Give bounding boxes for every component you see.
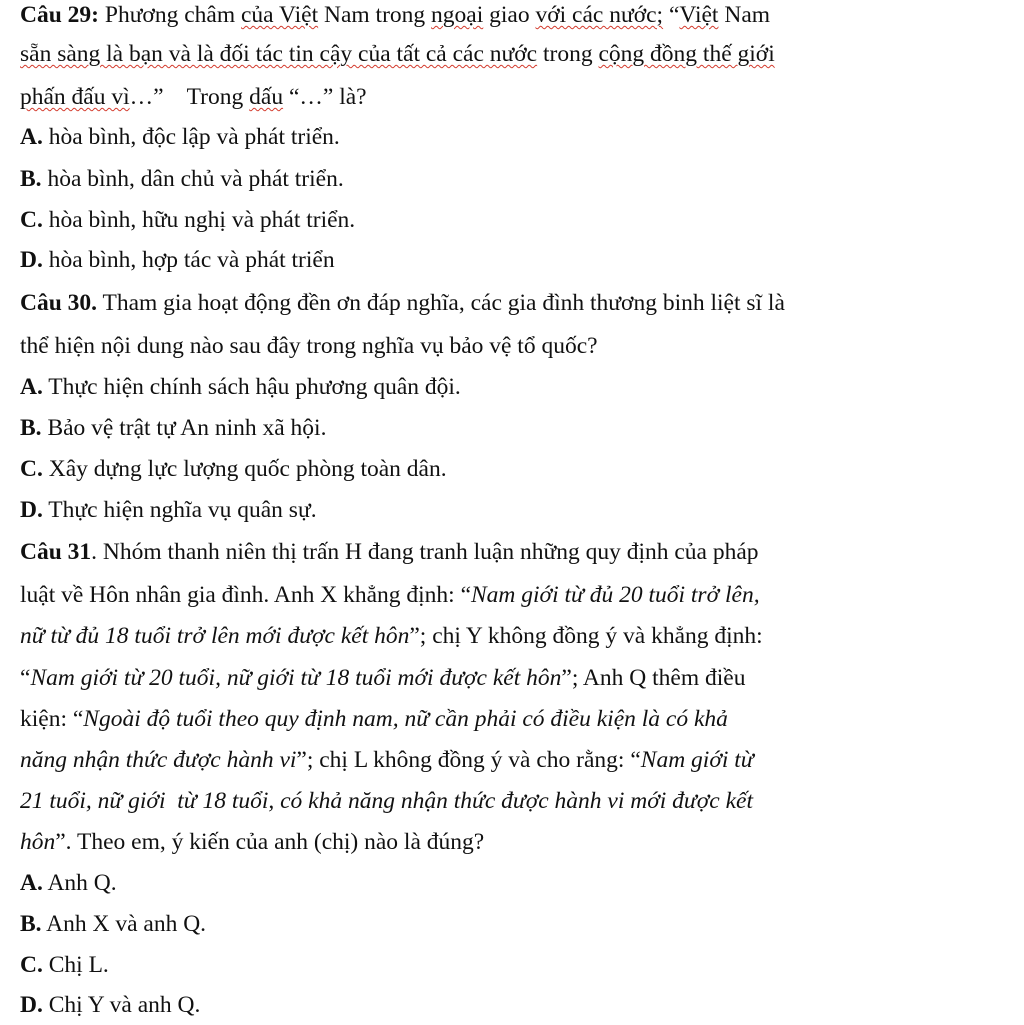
option-text: Chị L.	[42, 952, 109, 978]
q31-quote: hôn	[20, 829, 56, 855]
option-text: Chị Y và anh Q.	[42, 992, 201, 1018]
q29-text: Phương châm	[99, 2, 241, 28]
q31-option-c	[20, 950, 109, 980]
q31-line-2	[20, 580, 760, 610]
q31-option-a	[20, 868, 117, 898]
q29-line-3	[20, 82, 367, 112]
option-letter: B.	[20, 166, 42, 192]
q29-text: Việt	[679, 2, 719, 28]
q31-text: luật về Hôn nhân gia đình. Anh X khẳng định: “	[20, 582, 471, 608]
q29-line-2	[20, 39, 775, 69]
q29-number: Câu 29:	[20, 2, 99, 28]
q31-text: . Nhóm thanh niên thị trấn H đang tranh luận những quy định của pháp	[91, 539, 759, 565]
option-letter: C.	[20, 456, 43, 482]
q29-option-b	[20, 164, 344, 194]
option-letter: D.	[20, 247, 43, 273]
q31-line-7	[20, 786, 753, 816]
option-text: hòa bình, độc lập và phát triển.	[42, 124, 340, 150]
q31-quote: Nam giới từ đủ 20 tuổi trở lên,	[471, 582, 760, 608]
q30-option-d	[20, 495, 317, 525]
q29-text: phấn đấu vì	[20, 84, 130, 110]
option-text: Thực hiện chính sách hậu phương quân đội.	[42, 374, 461, 400]
q29-line-1	[20, 0, 770, 30]
q31-quote: Ngoài độ tuổi theo quy định nam, nữ cần phải có điều kiện là có khả	[83, 706, 728, 732]
option-letter: A.	[20, 124, 43, 150]
q31-text: ”. Theo em, ý kiến của anh (chị) nào là đúng?	[55, 829, 485, 855]
q30-line-1	[20, 288, 785, 318]
q29-text: với các nước;	[535, 2, 664, 28]
q29-option-c	[20, 205, 355, 235]
q31-quote: năng nhận thức được hành vi	[20, 747, 297, 773]
q31-line-1	[20, 537, 759, 567]
option-letter: B.	[20, 911, 42, 937]
q29-text: trong	[537, 41, 599, 67]
option-letter: A.	[20, 374, 43, 400]
q29-text: “	[663, 2, 680, 28]
q30-option-b	[20, 413, 326, 443]
option-letter: B.	[20, 415, 42, 441]
q31-line-4	[20, 663, 745, 693]
q31-line-3	[20, 621, 763, 651]
q29-option-d	[20, 245, 335, 275]
q29-text: của Việt	[241, 2, 319, 28]
option-letter: D.	[20, 497, 43, 523]
option-text: hòa bình, hợp tác và phát triển	[42, 247, 335, 273]
q29-option-a	[20, 122, 340, 152]
q29-text: ngoại	[431, 2, 484, 28]
option-letter: C.	[20, 952, 43, 978]
q30-text: thể hiện nội dung nào sau đây trong nghĩa vụ bảo vệ tổ quốc?	[20, 333, 598, 359]
q30-line-2	[20, 331, 598, 361]
q30-number: Câu 30.	[20, 290, 98, 316]
q30-text: Tham gia hoạt động đền ơn đáp nghĩa, các gia đình thương binh liệt sĩ là	[97, 290, 785, 316]
option-letter: A.	[20, 870, 43, 896]
q31-quote: nữ từ đủ 18 tuổi trở lên mới được kết hôn	[20, 623, 410, 649]
q29-text: dấu	[249, 84, 284, 110]
q29-text: …” Trong	[129, 84, 250, 110]
q29-text: giao	[483, 2, 536, 28]
q30-option-a	[20, 372, 461, 402]
q31-option-d	[20, 990, 200, 1020]
option-letter: D.	[20, 992, 43, 1018]
option-text: Anh Q.	[42, 870, 117, 896]
q31-quote: Nam giới từ	[640, 747, 754, 773]
q31-text: ”; Anh Q thêm điều	[561, 665, 746, 691]
q31-option-b	[20, 909, 206, 939]
option-text: Anh X và anh Q.	[41, 911, 207, 937]
q29-text: Nam	[718, 2, 771, 28]
q31-text: kiện: “	[20, 706, 84, 732]
option-letter: C.	[20, 207, 43, 233]
q29-text: cộng đồng thế giới	[598, 41, 775, 67]
option-text: Bảo vệ trật tự An ninh xã hội.	[41, 415, 327, 441]
q31-quote: Nam giới từ 20 tuổi, nữ giới từ 18 tuổi mới được kết hôn	[30, 665, 562, 691]
q31-text: ”; chị Y không đồng ý và khẳng định:	[409, 623, 763, 649]
option-text: Xây dựng lực lượng quốc phòng toàn dân.	[42, 456, 447, 482]
q29-text: Nam trong	[318, 2, 432, 28]
q31-line-6	[20, 745, 754, 775]
option-text: hòa bình, dân chủ và phát triển.	[41, 166, 344, 192]
q31-line-5	[20, 704, 728, 734]
option-text: hòa bình, hữu nghị và phát triển.	[42, 207, 356, 233]
q31-line-8	[20, 827, 484, 857]
q31-quote: 21 tuổi, nữ giới từ 18 tuổi, có khả năng nhận thức được hành vi mới được kết	[20, 788, 753, 814]
option-text: Thực hiện nghĩa vụ quân sự.	[42, 497, 317, 523]
q30-option-c	[20, 454, 447, 484]
q31-number: Câu 31	[20, 539, 92, 565]
q31-text: ”; chị L không đồng ý và cho rằng: “	[296, 747, 641, 773]
q29-text: sẵn sàng là bạn và là đối tác tin cậy của tất cả các nước	[20, 41, 538, 67]
q29-text: “…” là?	[283, 84, 367, 110]
q31-text: “	[20, 665, 31, 691]
